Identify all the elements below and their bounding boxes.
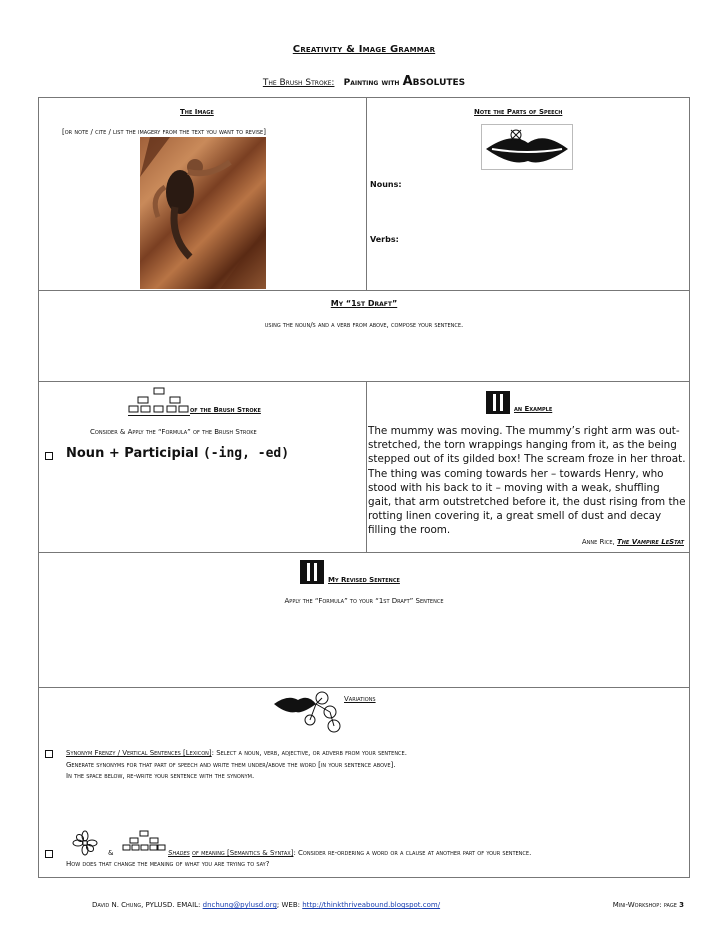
verbs-label: Verbs: — [370, 235, 399, 244]
footer-page-number: 3 — [679, 901, 684, 909]
footer-email-label: EMAIL: — [176, 901, 201, 909]
variation-2-text: : Consider re-ordering a word or a clause at another part of your sentence. — [293, 849, 532, 857]
divider — [38, 290, 690, 291]
footer-right — [613, 901, 684, 909]
formula-suffix: (-ing, -ed) — [202, 446, 290, 461]
variation-1-line3: In the space below, re-write your sentence with the synonym. — [66, 772, 255, 780]
nouns-label: Nouns: — [370, 180, 402, 189]
flower-icon — [72, 830, 98, 860]
block-ii-icon — [486, 391, 510, 414]
divider — [38, 687, 690, 688]
example-heading: an Example — [514, 405, 553, 413]
divider — [366, 381, 367, 552]
formula-heading: of the Brush Stroke — [190, 406, 261, 414]
underline — [128, 415, 190, 416]
example-passage: The mummy was moving. The mummy’s right arm was out-stretched, the torn wrappings hanging from it, as the being stepped out of its gilded box! The scream froze in her throat. The thing was coming towards her – towards Henry, who stood with his back to it – moving with a weak, shuffling gait, that arm outstretched before it, the dust rising from the rotting linen covering it, a great smell of dust and decay filling the room. — [368, 425, 686, 537]
footer-page-label: Mini-Workshop: page — [612, 901, 677, 909]
draft-instruction: using the noun/s and a verb from above, compose your sentence. — [264, 321, 464, 329]
draft-heading: My “1st Draft” — [330, 299, 398, 308]
tree-diagram-icon — [128, 387, 190, 417]
variation-2-title: of meaning [Semantics & Syntax] — [192, 849, 294, 857]
checkbox-icon — [45, 452, 53, 460]
divider — [38, 552, 690, 553]
cluster-map-icon — [272, 690, 348, 738]
page-subtitle — [0, 74, 728, 89]
example-attribution — [582, 538, 684, 546]
subtitle-mid: Painting with — [343, 78, 400, 88]
footer-left — [92, 901, 440, 909]
ampersand: & — [108, 849, 114, 857]
variation-item-2 — [168, 849, 531, 857]
page-title: Creativity & Image Grammar — [292, 44, 436, 55]
variations-heading: Variations — [344, 695, 376, 703]
block-ii-icon — [300, 560, 324, 584]
formula-label — [66, 446, 289, 461]
variation-item-1 — [66, 749, 407, 757]
subtitle-right: Absolutes — [402, 74, 466, 89]
divider — [366, 97, 367, 290]
variation-1-text: : Select a noun, verb, adjective, or adverb from your sentence. — [211, 749, 407, 757]
variation-1-title: Synonym Frenzy / Vertical Sentences [Lexicon] — [66, 749, 212, 757]
footer-web-link[interactable]: http://thinkthriveabound.blogspot.com/ — [302, 901, 441, 909]
climber-photo — [140, 137, 266, 289]
revised-instruction: Apply the “Formula” to your “1st Draft” Sentence — [284, 597, 444, 605]
formula-text: Noun + Participial — [66, 446, 199, 461]
parts-heading: Note the Parts of Speech — [474, 108, 563, 116]
image-instruction: [or note / cite / list the imagery from the text you want to revise] — [62, 128, 266, 136]
checkbox-icon — [45, 750, 53, 758]
tree-diagram-icon — [122, 830, 166, 856]
variation-2-line2: How does that change the meaning of what you are trying to say? — [66, 860, 270, 868]
divider — [38, 381, 690, 382]
checkbox-icon — [45, 850, 53, 858]
variation-2-italic: Shades — [168, 849, 190, 857]
footer-author: David N. Chung, PYLUSD. — [92, 901, 175, 909]
lips-icon — [481, 124, 573, 170]
footer-web-label: ; WEB: — [276, 901, 300, 909]
attribution-author: Anne Rice, — [581, 538, 615, 546]
revised-heading: My Revised Sentence — [328, 576, 400, 584]
attribution-title: The Vampire LeStat — [616, 538, 684, 546]
variation-1-line2: Generate synonyms for that part of speech and write them under/above the word [in your sentence above]. — [66, 761, 396, 769]
formula-instruction: Consider & Apply the “Formula” of the Brush Stroke — [90, 428, 257, 436]
image-heading: The Image — [180, 108, 214, 116]
subtitle-left: The Brush Stroke: — [262, 78, 335, 88]
footer-email-link[interactable]: dnchung@pylusd.org — [202, 901, 277, 909]
